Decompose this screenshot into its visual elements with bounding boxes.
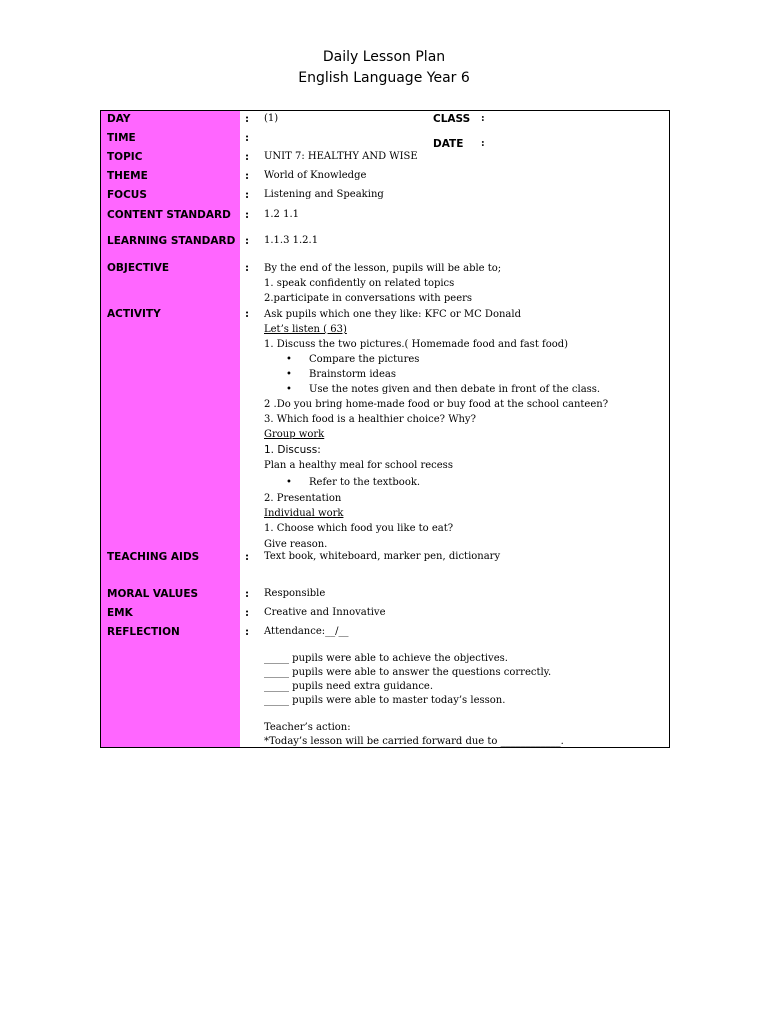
class-label: CLASS: [433, 113, 471, 125]
objective-value: [264, 261, 501, 306]
bullet-item: • Refer to the textbook.: [264, 475, 608, 490]
topic-colon: :: [245, 150, 250, 163]
objective-colon: :: [245, 261, 250, 274]
time-label: TIME: [107, 132, 136, 144]
emk-label: EMK: [107, 607, 133, 619]
theme-colon: :: [245, 169, 250, 182]
activity-label: ACTIVITY: [107, 308, 161, 320]
moral-values-value: Responsible: [264, 588, 326, 599]
date-colon: :: [481, 138, 485, 149]
moral-values-colon: :: [245, 587, 250, 600]
teaching-aids-label: TEACHING AIDS: [107, 551, 200, 563]
objective-line: 1. speak confidently on related topics: [264, 278, 455, 289]
choose-text: 1. Choose which food you like to eat?: [264, 523, 454, 534]
date-label: DATE: [433, 138, 464, 150]
theme-label: THEME: [107, 170, 148, 182]
bullet-item: • Compare the pictures: [264, 352, 608, 367]
teaching-aids-value: Text book, whiteboard, marker pen, dictionary: [264, 551, 501, 562]
question-3: 3. Which food is a healthier choice? Why?: [264, 414, 476, 425]
theme-value: World of Knowledge: [264, 170, 367, 181]
focus-label: FOCUS: [107, 189, 147, 201]
individual-work-heading: Individual work: [264, 508, 344, 519]
carried-forward-text: *Today’s lesson will be carried forward due to ____________.: [264, 736, 564, 747]
lesson-plan-table: [100, 110, 670, 748]
reflection-value: [264, 625, 564, 749]
reflection-colon: :: [245, 625, 250, 638]
reflection-line: _____ pupils need extra guidance.: [264, 681, 434, 692]
day-label: DAY: [107, 113, 131, 125]
focus-value: Listening and Speaking: [264, 189, 384, 200]
group-work-heading: Group work: [264, 429, 325, 440]
reason-text: Give reason.: [264, 539, 328, 550]
topic-value: UNIT 7: HEALTHY AND WISE: [264, 151, 418, 162]
attendance-text: Attendance:__/__: [264, 626, 349, 637]
discuss-pictures: 1. Discuss the two pictures.( Homemade food and fast food): [264, 339, 569, 350]
label-column: [101, 111, 240, 747]
activity-colon: :: [245, 307, 250, 320]
presentation-text: 2. Presentation: [264, 493, 342, 504]
bullet-item: • Brainstorm ideas: [264, 367, 608, 382]
topic-label: TOPIC: [107, 151, 143, 163]
reflection-label: REFLECTION: [107, 626, 180, 638]
learning-standard-label: LEARNING STANDARD: [107, 235, 236, 247]
learning-standard-value: 1.1.3 1.2.1: [264, 235, 319, 246]
lets-listen-heading: Let’s listen ( 63): [264, 324, 347, 335]
teacher-action-text: Teacher’s action:: [264, 722, 351, 733]
objective-line: By the end of the lesson, pupils will be able to;: [264, 263, 502, 274]
focus-colon: :: [245, 188, 250, 201]
content-standard-label: CONTENT STANDARD: [107, 209, 231, 221]
reflection-line: _____ pupils were able to achieve the objectives.: [264, 653, 508, 664]
activity-intro: Ask pupils which one they like: KFC or MC Donald: [264, 309, 521, 320]
time-colon: :: [245, 131, 250, 144]
question-2: 2 .Do you bring home-made food or buy food at the school canteen?: [264, 399, 609, 410]
bullet-item: • Use the notes given and then debate in front of the class.: [264, 382, 608, 397]
reflection-line: _____ pupils were able to answer the questions correctly.: [264, 667, 552, 678]
document-subtitle: English Language Year 6: [298, 70, 470, 86]
moral-values-label: MORAL VALUES: [107, 588, 199, 600]
plan-text: Plan a healthy meal for school recess: [264, 460, 453, 471]
activity-value: [264, 307, 608, 552]
emk-colon: :: [245, 606, 250, 619]
objective-label: OBJECTIVE: [107, 262, 170, 274]
content-standard-value: 1.2 1.1: [264, 209, 299, 220]
reflection-line: _____ pupils were able to master today’s lesson.: [264, 695, 506, 706]
document-title: Daily Lesson Plan: [322, 49, 446, 65]
discuss-heading: 1. Discuss:: [264, 444, 321, 456]
content-standard-colon: :: [245, 208, 250, 221]
day-colon: :: [245, 112, 250, 125]
day-value: (1): [264, 113, 279, 124]
emk-value: Creative and Innovative: [264, 607, 386, 618]
teaching-aids-colon: :: [245, 550, 250, 563]
learning-standard-colon: :: [245, 234, 250, 247]
class-colon: :: [481, 113, 485, 124]
objective-line: 2.participate in conversations with peers: [264, 293, 473, 304]
